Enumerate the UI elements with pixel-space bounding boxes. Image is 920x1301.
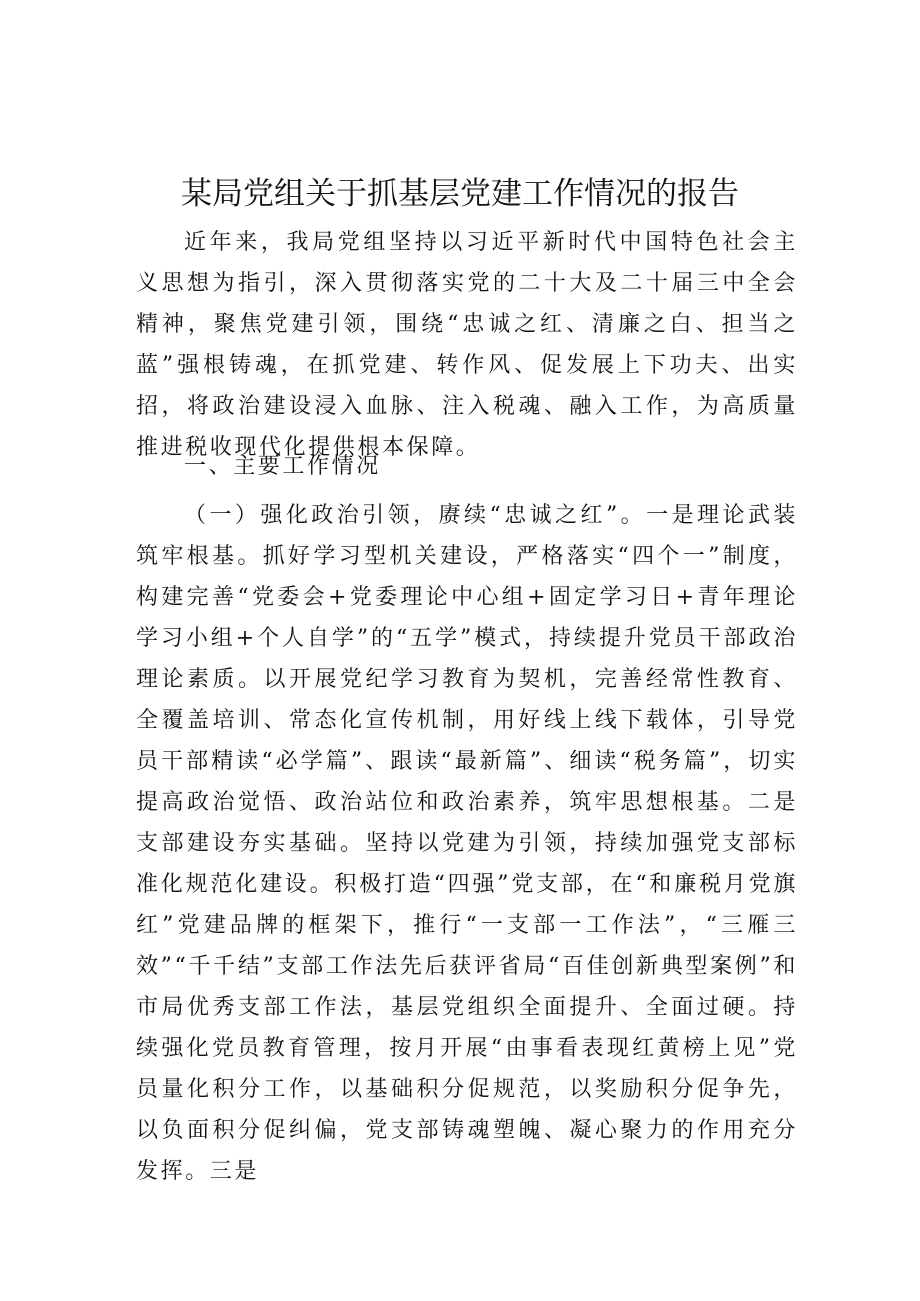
document-title: 某局党组关于抓基层党建工作情况的报告 <box>181 176 739 212</box>
section-paragraph: （一）强化政治引领，赓续“忠诚之红”。一是理论武装筑牢根基。抓好学习型机关建设，严格落实“四个一”制度，构建完善“党委会+党委理论中心组+固定学习日+青年理论学习小组+个人自学”的“五学”模式，持续提升党员干部政治理论素质。以开展党纪学习教育为契机，完善经常性教育、全覆盖培训、常态化宣传机制，用好线上线下载体，引导党员干部精读“必学篇”、跟读“最新篇”、细读“税务篇”，切实提高政治觉悟、政治站位和政治素养，筑牢思想根基。二是支部建设夯实基础。坚持以党建为引领，持续加强党支部标准化规范化建设。积极打造“四强”党支部，在“和廉税月党旗红”党建品牌的框架下，推行“一支部一工作法”，“三雁三效”“千千结”支部工作法先后获评省局“百佳创新典型案例”和市局优秀支部工作法，基层党组织全面提升、全面过硬。持续强化党员教育管理，按月开展“由事看表现红黄榜上见”党员量化积分工作，以基础积分促规范，以奖励积分促争先，以负面积分促纠偏，党支部铸魂塑魄、凝心聚力的作用充分发挥。三是 <box>136 503 798 1184</box>
intro-paragraph: 近年来，我局党组坚持以习近平新时代中国特色社会主义思想为指引，深入贯彻落实党的二十大及二十届三中全会精神，聚焦党建引领，围绕“忠诚之红、清廉之白、担当之蓝”强根铸魂，在抓党建、转作风、促发展上下功夫、出实招，将政治建设浸入血脉、注入税魂、融入工作，为高质量推进税收现代化提供根本保障。 <box>136 230 798 460</box>
section-heading: 一、主要工作情况 <box>184 454 381 479</box>
